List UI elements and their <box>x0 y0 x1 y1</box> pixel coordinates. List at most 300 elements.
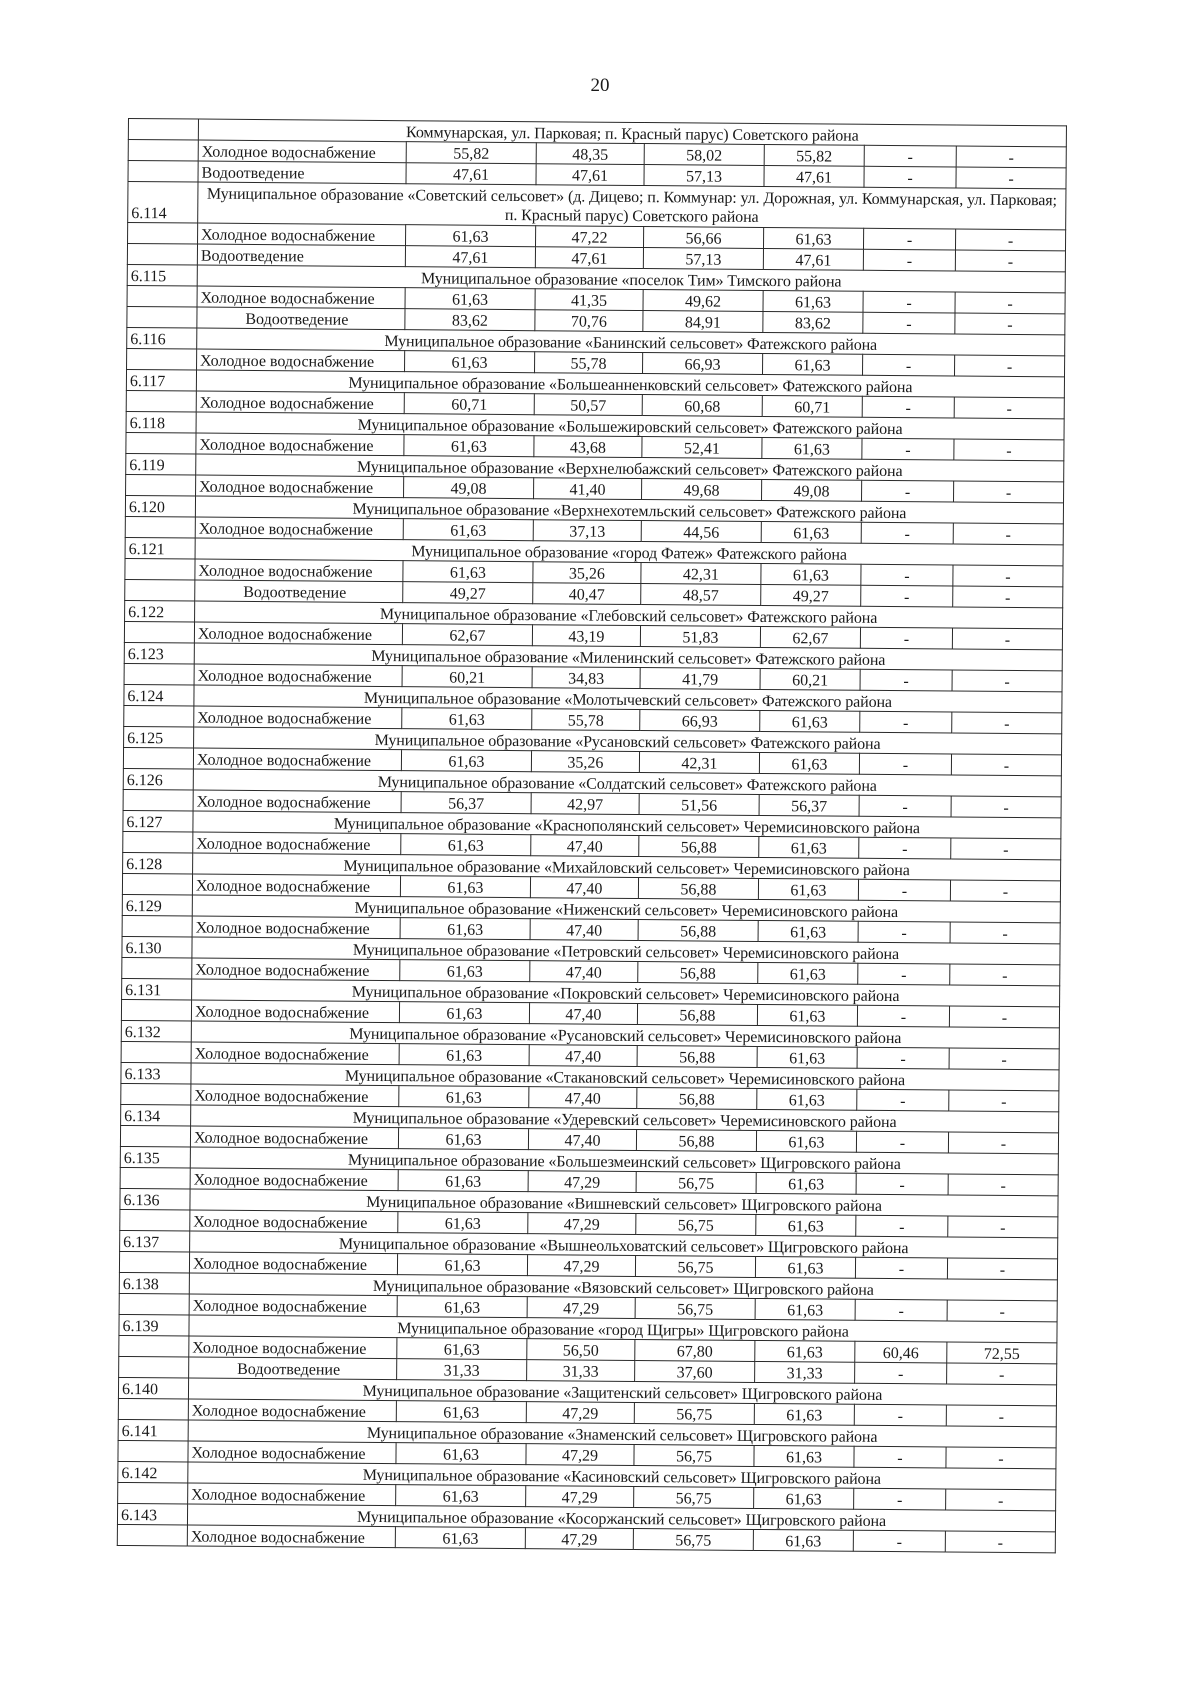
row-number: 6.133 <box>121 1062 191 1084</box>
tariff-value: 47,29 <box>528 1213 636 1235</box>
service-name: Холодное водоснабжение <box>189 1336 397 1359</box>
tariff-value: - <box>954 355 1064 377</box>
tariff-value: - <box>859 795 951 817</box>
tariff-value: 61,63 <box>400 918 530 940</box>
row-number-blank <box>120 1125 190 1147</box>
tariff-value: - <box>853 1530 945 1552</box>
municipality-title: Муниципальное образование «Вязовский сельсовет» Щигровского района <box>189 1273 1057 1301</box>
tariff-value: 56,88 <box>638 920 758 942</box>
tariff-value: 47,61 <box>763 248 863 270</box>
row-number-blank <box>119 1293 189 1315</box>
tariff-value: 47,29 <box>528 1171 636 1193</box>
service-name: Холодное водоснабжение <box>192 874 400 897</box>
tariff-value: 72,55 <box>947 1342 1057 1364</box>
row-number: 6.142 <box>118 1461 188 1483</box>
tariff-value: 61,63 <box>757 1004 857 1026</box>
service-name: Холодное водоснабжение <box>191 1084 399 1107</box>
row-number: 6.117 <box>126 369 196 391</box>
tariff-value: 42,97 <box>531 793 639 815</box>
tariff-value: 49,27 <box>403 582 533 604</box>
row-number: 6.139 <box>119 1314 189 1336</box>
tariff-value: - <box>854 1446 946 1468</box>
tariff-value: - <box>955 250 1065 272</box>
tariff-value: 61,63 <box>762 437 862 459</box>
tariff-value: 44,56 <box>641 521 761 543</box>
tariff-value: 56,88 <box>637 1088 757 1110</box>
tariff-value: - <box>950 880 1060 902</box>
row-number: 6.137 <box>120 1230 190 1252</box>
row-number-blank <box>120 1209 190 1231</box>
tariff-value: 61,63 <box>761 521 861 543</box>
row-number-blank <box>126 432 196 454</box>
tariff-value: - <box>854 1404 946 1426</box>
tariff-value: - <box>948 1216 1058 1238</box>
tariff-value: 61,63 <box>403 519 533 541</box>
municipality-title: Муниципальное образование «Русановский сельсовет» Фатежского района <box>194 727 1062 755</box>
tariff-value: - <box>860 627 952 649</box>
municipality-title: Муниципальное образование «Банинский сельсовет» Фатежского района <box>197 328 1065 356</box>
tariff-value: 60,21 <box>402 666 532 688</box>
row-number: 6.126 <box>123 768 193 790</box>
tariff-value: - <box>955 313 1065 335</box>
tariff-value: 66,93 <box>643 353 763 375</box>
tariff-value: 61,63 <box>400 960 530 982</box>
tariff-value: 61,63 <box>405 351 535 373</box>
tariff-value: 42,31 <box>639 752 759 774</box>
tariff-value: 61,63 <box>755 1256 855 1278</box>
tariff-value: - <box>949 1006 1059 1028</box>
tariff-value: 47,40 <box>530 877 638 899</box>
tariff-value: 60,71 <box>762 395 862 417</box>
tariff-value: 47,61 <box>764 165 864 187</box>
tariff-value: - <box>862 396 954 418</box>
tariff-value: 61,63 <box>398 1212 528 1234</box>
service-name: Холодное водоснабжение <box>195 559 403 582</box>
tariff-value: 61,63 <box>395 1527 525 1549</box>
tariff-value: 41,35 <box>535 289 643 311</box>
tariff-value: 47,29 <box>527 1255 635 1277</box>
service-name: Холодное водоснабжение <box>188 1483 396 1506</box>
municipality-title: Муниципальное образование «Знаменский сельсовет» Щигровского района <box>188 1420 1056 1448</box>
service-name: Водоотведение <box>198 161 406 184</box>
tariff-value: 61,63 <box>399 1044 529 1066</box>
municipality-title: Муниципальное образование «Краснополянский сельсовет» Черемисиновского района <box>193 811 1061 839</box>
municipality-title: Муниципальное образование «Русановский сельсовет» Черемисиновского района <box>191 1021 1059 1049</box>
tariff-value: 61,63 <box>406 225 536 247</box>
service-name: Холодное водоснабжение <box>194 622 402 645</box>
tariff-value: 49,62 <box>643 290 763 312</box>
tariff-value: 47,22 <box>536 226 644 248</box>
tariff-value: 61,63 <box>397 1296 527 1318</box>
tariff-value: 50,57 <box>534 394 642 416</box>
tariff-table-body <box>117 119 1066 1553</box>
municipality-title: Муниципальное образование «Большезмеинский сельсовет» Щигровского района <box>190 1147 1058 1175</box>
tariff-value: 56,75 <box>635 1256 755 1278</box>
municipality-title: Муниципальное образование «Миленинский сельсовет» Фатежского района <box>194 643 1062 671</box>
tariff-value: - <box>858 963 950 985</box>
tariff-value: - <box>949 1090 1059 1112</box>
tariff-value: - <box>861 585 953 607</box>
tariff-value: 47,29 <box>526 1402 634 1424</box>
tariff-value: - <box>956 167 1066 189</box>
tariff-value: 47,40 <box>531 835 639 857</box>
tariff-value: 40,47 <box>533 583 641 605</box>
tariff-value: 83,62 <box>405 309 535 331</box>
tariff-value: - <box>859 837 951 859</box>
tariff-value: 56,88 <box>639 836 759 858</box>
tariff-value: 51,56 <box>639 794 759 816</box>
tariff-value: - <box>857 1089 949 1111</box>
tariff-value: 61,63 <box>396 1401 526 1423</box>
row-number: 6.123 <box>124 642 194 664</box>
tariff-value: - <box>955 229 1065 251</box>
service-name: Холодное водоснабжение <box>189 1294 397 1317</box>
tariff-value: 47,61 <box>405 246 535 268</box>
tariff-value: 55,82 <box>406 142 536 164</box>
tariff-value: - <box>954 397 1064 419</box>
row-number: 6.141 <box>118 1419 188 1441</box>
municipality-title: Муниципальное образование «Михайловский сельсовет» Черемисиновского района <box>193 853 1061 881</box>
tariff-value: 35,26 <box>531 751 639 773</box>
row-number-blank <box>123 747 193 769</box>
tariff-value: 60,21 <box>760 668 860 690</box>
tariff-value: - <box>863 354 955 376</box>
row-number: 6.136 <box>120 1188 190 1210</box>
service-name: Водоотведение <box>197 307 405 330</box>
municipality-title: Муниципальное образование «Большежировский сельсовет» Фатежского района <box>196 412 1064 440</box>
tariff-value: - <box>856 1173 948 1195</box>
service-name: Холодное водоснабжение <box>193 748 401 771</box>
tariff-value: 61,63 <box>761 563 861 585</box>
row-number: 6.121 <box>125 537 195 559</box>
tariff-value: 60,68 <box>642 395 762 417</box>
tariff-value: 43,19 <box>532 625 640 647</box>
tariff-value: - <box>947 1300 1057 1322</box>
row-number: 6.119 <box>126 453 196 475</box>
tariff-value: - <box>854 1488 946 1510</box>
tariff-value: - <box>950 922 1060 944</box>
service-name: Водоотведение <box>189 1357 397 1380</box>
row-number-blank <box>119 1356 189 1378</box>
tariff-value: 37,60 <box>635 1361 755 1383</box>
tariff-value: 61,63 <box>757 1088 857 1110</box>
tariff-value: 56,88 <box>637 1004 757 1026</box>
service-name: Холодное водоснабжение <box>193 832 401 855</box>
tariff-value: 61,63 <box>402 708 532 730</box>
tariff-value: 57,13 <box>644 165 764 187</box>
tariff-value: 56,75 <box>634 1445 754 1467</box>
tariff-value: 61,63 <box>754 1403 854 1425</box>
page-number: 20 <box>590 75 610 96</box>
municipality-title: Муниципальное образование «город Фатеж» Фатежского района <box>195 538 1063 566</box>
tariff-value: 47,40 <box>529 1003 637 1025</box>
tariff-value: 56,88 <box>637 1046 757 1068</box>
row-number <box>128 119 198 141</box>
municipality-title: Коммунарская, ул. Парковая; п. Красный парус) Советского района <box>198 119 1066 147</box>
service-name: Холодное водоснабжение <box>198 223 406 246</box>
tariff-value: 61,63 <box>757 1046 857 1068</box>
tariff-value: 61,63 <box>400 876 530 898</box>
tariff-value: 35,26 <box>533 562 641 584</box>
tariff-value: 61,63 <box>758 920 858 942</box>
tariff-value: 37,13 <box>533 520 641 542</box>
tariff-value: - <box>953 523 1063 545</box>
tariff-value: 52,41 <box>642 437 762 459</box>
row-number-blank <box>123 831 193 853</box>
tariff-value: 61,63 <box>759 752 859 774</box>
tariff-value: 47,29 <box>527 1297 635 1319</box>
municipality-title: Муниципальное образование «Верхнелюбажский сельсовет» Фатежского района <box>196 454 1064 482</box>
service-name: Холодное водоснабжение <box>187 1525 395 1548</box>
tariff-value: 56,50 <box>527 1339 635 1361</box>
tariff-value: 47,40 <box>529 1045 637 1067</box>
tariff-value: 56,75 <box>634 1487 754 1509</box>
tariff-value: 61,63 <box>758 878 858 900</box>
tariff-value: 62,67 <box>402 624 532 646</box>
tariff-value: 84,91 <box>643 311 763 333</box>
service-name: Холодное водоснабжение <box>190 1210 398 1233</box>
municipality-title: Муниципальное образование «Касиновский сельсовет» Щигровского района <box>188 1462 1056 1490</box>
tariff-value: 61,63 <box>399 1002 529 1024</box>
tariff-value: - <box>951 796 1061 818</box>
row-number-blank <box>122 873 192 895</box>
row-number-blank <box>126 390 196 412</box>
tariff-value: 31,33 <box>527 1360 635 1382</box>
service-name: Холодное водоснабжение <box>191 1000 399 1023</box>
row-number-blank <box>125 579 195 601</box>
tariff-value: - <box>858 921 950 943</box>
service-name: Холодное водоснабжение <box>197 349 405 372</box>
tariff-value: 56,75 <box>636 1172 756 1194</box>
tariff-value: 61,63 <box>396 1443 526 1465</box>
service-name: Холодное водоснабжение <box>188 1441 396 1464</box>
tariff-value: 61,63 <box>403 561 533 583</box>
tariff-value: - <box>951 838 1061 860</box>
tariff-value: 60,71 <box>404 393 534 415</box>
row-number: 6.116 <box>127 327 197 349</box>
row-number: 6.122 <box>125 600 195 622</box>
tariff-value: - <box>946 1489 1056 1511</box>
tariff-value: 83,62 <box>763 311 863 333</box>
row-number: 6.138 <box>119 1272 189 1294</box>
service-name: Холодное водоснабжение <box>198 140 406 163</box>
row-number-blank <box>119 1251 189 1273</box>
tariff-value: 47,40 <box>530 961 638 983</box>
municipality-title: Муниципальное образование «Стакановский сельсовет» Черемисиновского района <box>191 1063 1059 1091</box>
tariff-value: 31,33 <box>397 1359 527 1381</box>
tariff-table <box>117 118 1067 1553</box>
tariff-value: 61,63 <box>755 1340 855 1362</box>
row-number-blank <box>124 663 194 685</box>
row-number-blank <box>123 789 193 811</box>
service-name: Холодное водоснабжение <box>194 664 402 687</box>
municipality-title: Муниципальное образование «Вышнеольховатский сельсовет» Щигровского района <box>190 1231 1058 1259</box>
row-number-blank <box>118 1482 188 1504</box>
municipality-title: Муниципальное образование «Ниженский сельсовет» Черемисиновского района <box>192 895 1060 923</box>
tariff-value: 49,08 <box>404 477 534 499</box>
tariff-value: - <box>855 1257 947 1279</box>
row-number-blank <box>121 999 191 1021</box>
row-number-blank <box>128 223 198 245</box>
tariff-value: - <box>862 438 954 460</box>
tariff-value: - <box>863 249 955 271</box>
municipality-title: Муниципальное образование «Советский сельсовет» (д. Дицево; п. Коммунар: ул. Дорожная, ул. Коммунарская, ул. Парковая; п. Красный парус) Советского района <box>198 182 1066 230</box>
municipality-title: Муниципальное образование «Петровский сельсовет» Черемисиновского района <box>192 937 1060 965</box>
tariff-value: - <box>857 1005 949 1027</box>
tariff-value: 43,68 <box>534 436 642 458</box>
tariff-value: 47,29 <box>525 1528 633 1550</box>
row-number-blank <box>124 621 194 643</box>
tariff-value: 61,63 <box>754 1487 854 1509</box>
row-number: 6.140 <box>118 1377 188 1399</box>
municipality-title: Муниципальное образование «Молотычевский сельсовет» Фатежского района <box>194 685 1062 713</box>
tariff-value: - <box>864 166 956 188</box>
tariff-value: - <box>948 1174 1058 1196</box>
tariff-value: 56,75 <box>634 1403 754 1425</box>
municipality-title: Муниципальное образование «Покровский сельсовет» Черемисиновского района <box>192 979 1060 1007</box>
tariff-value: 56,75 <box>633 1529 753 1551</box>
row-number: 6.118 <box>126 411 196 433</box>
service-name: Холодное водоснабжение <box>195 517 403 540</box>
service-name: Холодное водоснабжение <box>194 706 402 729</box>
tariff-value: 57,13 <box>643 248 763 270</box>
tariff-value: 56,37 <box>401 792 531 814</box>
tariff-value: 61,63 <box>397 1338 527 1360</box>
tariff-value: - <box>857 1047 949 1069</box>
tariff-value: - <box>855 1362 947 1384</box>
tariff-value: - <box>946 1447 1056 1469</box>
tariff-value: - <box>948 1132 1058 1154</box>
tariff-value: 61,63 <box>398 1128 528 1150</box>
tariff-value: 47,61 <box>406 163 536 185</box>
tariff-value: 55,82 <box>764 144 864 166</box>
row-number: 6.129 <box>122 894 192 916</box>
tariff-value: 61,63 <box>401 834 531 856</box>
service-name: Холодное водоснабжение <box>196 433 404 456</box>
municipality-title: Муниципальное образование «Большеанненковский сельсовет» Фатежского района <box>196 370 1064 398</box>
tariff-value: - <box>856 1131 948 1153</box>
tariff-value: 61,63 <box>763 353 863 375</box>
tariff-value: 61,63 <box>760 710 860 732</box>
tariff-value: 61,63 <box>756 1214 856 1236</box>
service-name: Водоотведение <box>195 580 403 603</box>
service-name: Холодное водоснабжение <box>188 1399 396 1422</box>
tariff-value: 41,79 <box>640 668 760 690</box>
row-number-blank <box>121 1083 191 1105</box>
tariff-value: 49,27 <box>761 584 861 606</box>
tariff-value: 55,78 <box>532 709 640 731</box>
row-number-blank <box>125 558 195 580</box>
row-number-blank <box>118 1440 188 1462</box>
service-name: Холодное водоснабжение <box>191 1042 399 1065</box>
tariff-value: 61,63 <box>754 1445 854 1467</box>
row-number: 6.114 <box>128 182 198 224</box>
tariff-value: 60,46 <box>855 1341 947 1363</box>
tariff-value: 61,63 <box>398 1170 528 1192</box>
municipality-title: Муниципальное образование «Защитенский сельсовет» Щигровского района <box>188 1378 1056 1406</box>
tariff-value: 47,40 <box>528 1129 636 1151</box>
tariff-value: 56,88 <box>636 1130 756 1152</box>
tariff-value: 61,63 <box>399 1086 529 1108</box>
tariff-value: - <box>863 228 955 250</box>
tariff-value: 47,29 <box>526 1444 634 1466</box>
service-name: Холодное водоснабжение <box>192 916 400 939</box>
row-number: 6.130 <box>122 936 192 958</box>
row-number-blank <box>122 957 192 979</box>
service-name: Холодное водоснабжение <box>192 958 400 981</box>
row-number: 6.132 <box>121 1020 191 1042</box>
row-number: 6.134 <box>121 1104 191 1126</box>
tariff-value: - <box>859 753 951 775</box>
tariff-value: 61,63 <box>397 1254 527 1276</box>
tariff-value: - <box>861 522 953 544</box>
tariff-value: - <box>864 145 956 167</box>
tariff-value: - <box>952 628 1062 650</box>
row-number-blank <box>124 705 194 727</box>
tariff-value: 47,40 <box>529 1087 637 1109</box>
tariff-value: 47,40 <box>530 919 638 941</box>
tariff-value: - <box>860 711 952 733</box>
row-number-blank <box>126 474 196 496</box>
tariff-value: 47,61 <box>535 247 643 269</box>
tariff-value: 61,63 <box>405 288 535 310</box>
municipality-title: Муниципальное образование «Косоржанский сельсовет» Щигровского района <box>187 1504 1055 1532</box>
tariff-value: - <box>954 481 1064 503</box>
tariff-value: 66,93 <box>640 710 760 732</box>
municipality-title: Муниципальное образование «поселок Тим» Тимского района <box>197 265 1065 293</box>
tariff-value: - <box>946 1405 1056 1427</box>
municipality-title: Муниципальное образование «Верхнехотемльский сельсовет» Фатежского района <box>195 496 1063 524</box>
tariff-value: - <box>949 1048 1059 1070</box>
tariff-value: 56,88 <box>638 962 758 984</box>
service-name: Холодное водоснабжение <box>196 391 404 414</box>
tariff-value: 61,63 <box>755 1298 855 1320</box>
row-number-blank <box>128 140 198 162</box>
row-number: 6.125 <box>124 726 194 748</box>
row-number-blank <box>121 1041 191 1063</box>
municipality-title: Муниципальное образование «Удеревский сельсовет» Черемисиновского района <box>191 1105 1059 1133</box>
service-name: Холодное водоснабжение <box>196 475 404 498</box>
municipality-title: Муниципальное образование «Глебовский сельсовет» Фатежского района <box>195 601 1063 629</box>
tariff-value: - <box>858 879 950 901</box>
row-number-blank <box>120 1167 190 1189</box>
tariff-value: - <box>947 1363 1057 1385</box>
row-number: 6.131 <box>122 978 192 1000</box>
row-number-blank <box>122 915 192 937</box>
tariff-value: 56,88 <box>638 878 758 900</box>
tariff-value: 61,63 <box>753 1529 853 1551</box>
tariff-value: - <box>856 1215 948 1237</box>
tariff-value: 61,63 <box>756 1172 856 1194</box>
tariff-value: - <box>951 754 1061 776</box>
tariff-value: 48,35 <box>536 143 644 165</box>
tariff-value: - <box>953 565 1063 587</box>
tariff-value: 61,63 <box>763 227 863 249</box>
tariff-value: 61,63 <box>396 1485 526 1507</box>
row-number-blank <box>127 306 197 328</box>
service-name: Холодное водоснабжение <box>190 1168 398 1191</box>
tariff-value: 47,61 <box>536 164 644 186</box>
tariff-value: - <box>863 291 955 313</box>
service-name: Холодное водоснабжение <box>189 1252 397 1275</box>
municipality-title: Муниципальное образование «Вишневский сельсовет» Щигровского района <box>190 1189 1058 1217</box>
service-name: Холодное водоснабжение <box>197 286 405 309</box>
tariff-value: - <box>860 669 952 691</box>
tariff-value: 56,66 <box>643 227 763 249</box>
tariff-value: - <box>855 1299 947 1321</box>
tariff-value: 61,63 <box>401 750 531 772</box>
row-number: 6.128 <box>123 852 193 874</box>
